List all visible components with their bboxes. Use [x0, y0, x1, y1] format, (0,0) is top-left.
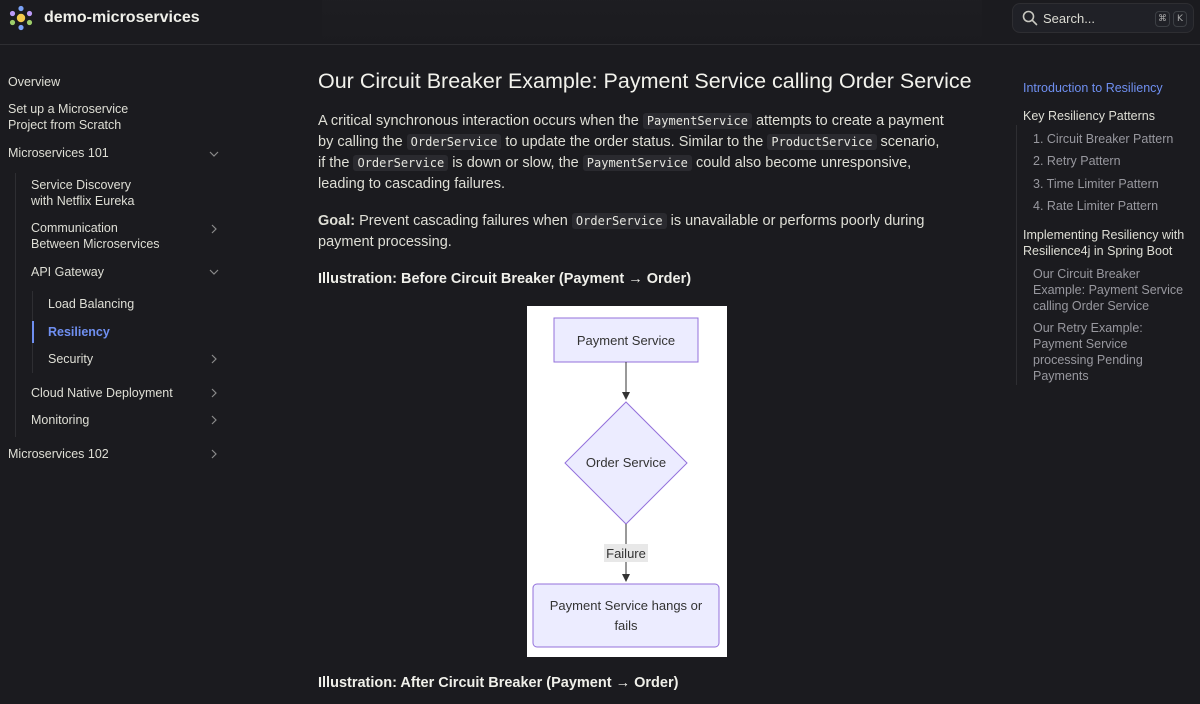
sidebar-item-label: Communication [31, 221, 118, 235]
site-title[interactable]: demo-microservices [44, 9, 200, 26]
inline-code: PaymentService [583, 155, 692, 171]
section-heading: Our Circuit Breaker Example: Payment Service calling Order Service [318, 69, 972, 93]
sidebar-item-label: with Netflix Eureka [31, 194, 135, 208]
search-button[interactable] [1012, 3, 1194, 33]
text: is down or slow, the [448, 155, 583, 171]
toc-item-label: Example: Payment Service [1033, 283, 1184, 297]
chevron-right-icon[interactable] [209, 224, 219, 234]
toc-item-label: Our Retry Example: [1033, 321, 1143, 335]
sidebar-item-communication[interactable] [31, 220, 160, 252]
sidebar-item-monitoring[interactable]: Monitoring [31, 413, 90, 427]
active-indicator [32, 321, 34, 343]
sidebar-item-cloud-native-deployment[interactable]: Cloud Native Deployment [31, 386, 173, 400]
sidebar-item-label: Service Discovery [31, 178, 132, 192]
toc-item-label: Resilience4j in Spring Boot [1023, 244, 1173, 258]
flow-node-label: Payment Service [576, 333, 676, 348]
chevron-right-icon[interactable] [209, 449, 219, 459]
sidebar-item-api-gateway[interactable]: API Gateway [31, 265, 104, 279]
flow-node-payment-fails [533, 584, 719, 647]
chevron-down-icon[interactable] [209, 267, 219, 277]
goal-label: Goal: [318, 213, 356, 229]
sidebar-item-microservices-101[interactable]: Microservices 101 [8, 146, 109, 160]
chevron-right-icon[interactable] [209, 388, 219, 398]
sidebar-item-overview[interactable]: Overview [8, 75, 61, 89]
sidebar-item-load-balancing[interactable]: Load Balancing [48, 297, 135, 311]
flow-node-label: fails [614, 618, 638, 633]
toc-item-label: processing Pending [1033, 353, 1143, 367]
logo-icon[interactable] [8, 5, 34, 31]
text: to update the order status. Similar to the [501, 134, 768, 150]
toc-item-label: calling Order Service [1033, 299, 1150, 313]
sidebar-item-label: Between Microservices [31, 237, 160, 251]
shortcut-key-k: K [1173, 11, 1187, 27]
paragraph-goal [318, 211, 946, 253]
inline-code: PaymentService [643, 113, 752, 129]
toc-item-rate-limiter[interactable]: 4. Rate Limiter Pattern [1033, 199, 1159, 213]
text: could also become unresponsive, leading to cascading failures. [318, 155, 912, 192]
text: attempts to create a payment by calling the [318, 113, 944, 150]
chevron-down-icon[interactable] [209, 149, 219, 159]
sidebar-item-resiliency[interactable]: Resiliency [48, 325, 110, 339]
toc-item-label: Our Circuit Breaker [1033, 267, 1140, 281]
sidebar-item-microservices-102[interactable]: Microservices 102 [8, 447, 109, 461]
toc-item-label: Payment Service [1033, 337, 1128, 351]
flowchart-diagram [527, 306, 727, 657]
text: Prevent cascading failures when [355, 213, 572, 229]
search-icon [1022, 10, 1038, 26]
text: scenario, if the [318, 134, 940, 171]
toc-item-intro[interactable]: Introduction to Resiliency [1023, 81, 1163, 95]
sidebar-item-service-discovery[interactable] [31, 177, 135, 209]
search-placeholder: Search... [1043, 11, 1096, 26]
flow-node-label: Order Service [585, 455, 667, 470]
toc-item-label: Payments [1033, 369, 1089, 383]
toc-guide-line [1016, 125, 1017, 385]
chevron-right-icon[interactable] [209, 354, 219, 364]
toc-item-retry[interactable]: 2. Retry Pattern [1033, 154, 1121, 168]
toc-item-time-limiter[interactable]: 3. Time Limiter Pattern [1033, 177, 1159, 191]
toc-item-cb-example[interactable] [1033, 266, 1183, 314]
illustration-after-title: Illustration: After Circuit Breaker (Payment → Order) [318, 675, 679, 691]
toc-item-label: Implementing Resiliency with [1023, 228, 1185, 242]
chevron-right-icon[interactable] [209, 415, 219, 425]
illustration-before-title: Illustration: Before Circuit Breaker (Payment → Order) [318, 271, 692, 287]
inline-code: OrderService [353, 155, 448, 171]
sidebar-item-setup[interactable] [8, 101, 128, 133]
text: A critical synchronous interaction occurs when the [318, 113, 643, 129]
toc-item-key-patterns[interactable]: Key Resiliency Patterns [1023, 109, 1156, 123]
flow-edge-label: Failure [606, 546, 646, 561]
sidebar-item-label: Set up a Microservice [8, 102, 129, 116]
toc-item-circuit-breaker[interactable]: 1. Circuit Breaker Pattern [1033, 132, 1174, 146]
inline-code: OrderService [407, 134, 502, 150]
scrolled-content-fade [322, 0, 982, 44]
paragraph-intro [318, 111, 946, 195]
inline-code: OrderService [572, 213, 667, 229]
shortcut-key-cmd: ⌘ [1155, 11, 1170, 27]
tree-guide-line [15, 173, 16, 437]
toc-item-implementing[interactable] [1023, 227, 1184, 259]
inline-code: ProductService [767, 134, 876, 150]
sidebar [0, 45, 232, 704]
sidebar-item-security[interactable]: Security [48, 352, 94, 366]
flow-node-label: Payment Service hangs or [549, 598, 703, 613]
text: is unavailable or performs poorly during payment processing. [318, 213, 925, 250]
toc-item-retry-example[interactable] [1033, 320, 1143, 384]
top-navbar [0, 0, 1200, 45]
sidebar-item-label: Project from Scratch [8, 118, 122, 132]
